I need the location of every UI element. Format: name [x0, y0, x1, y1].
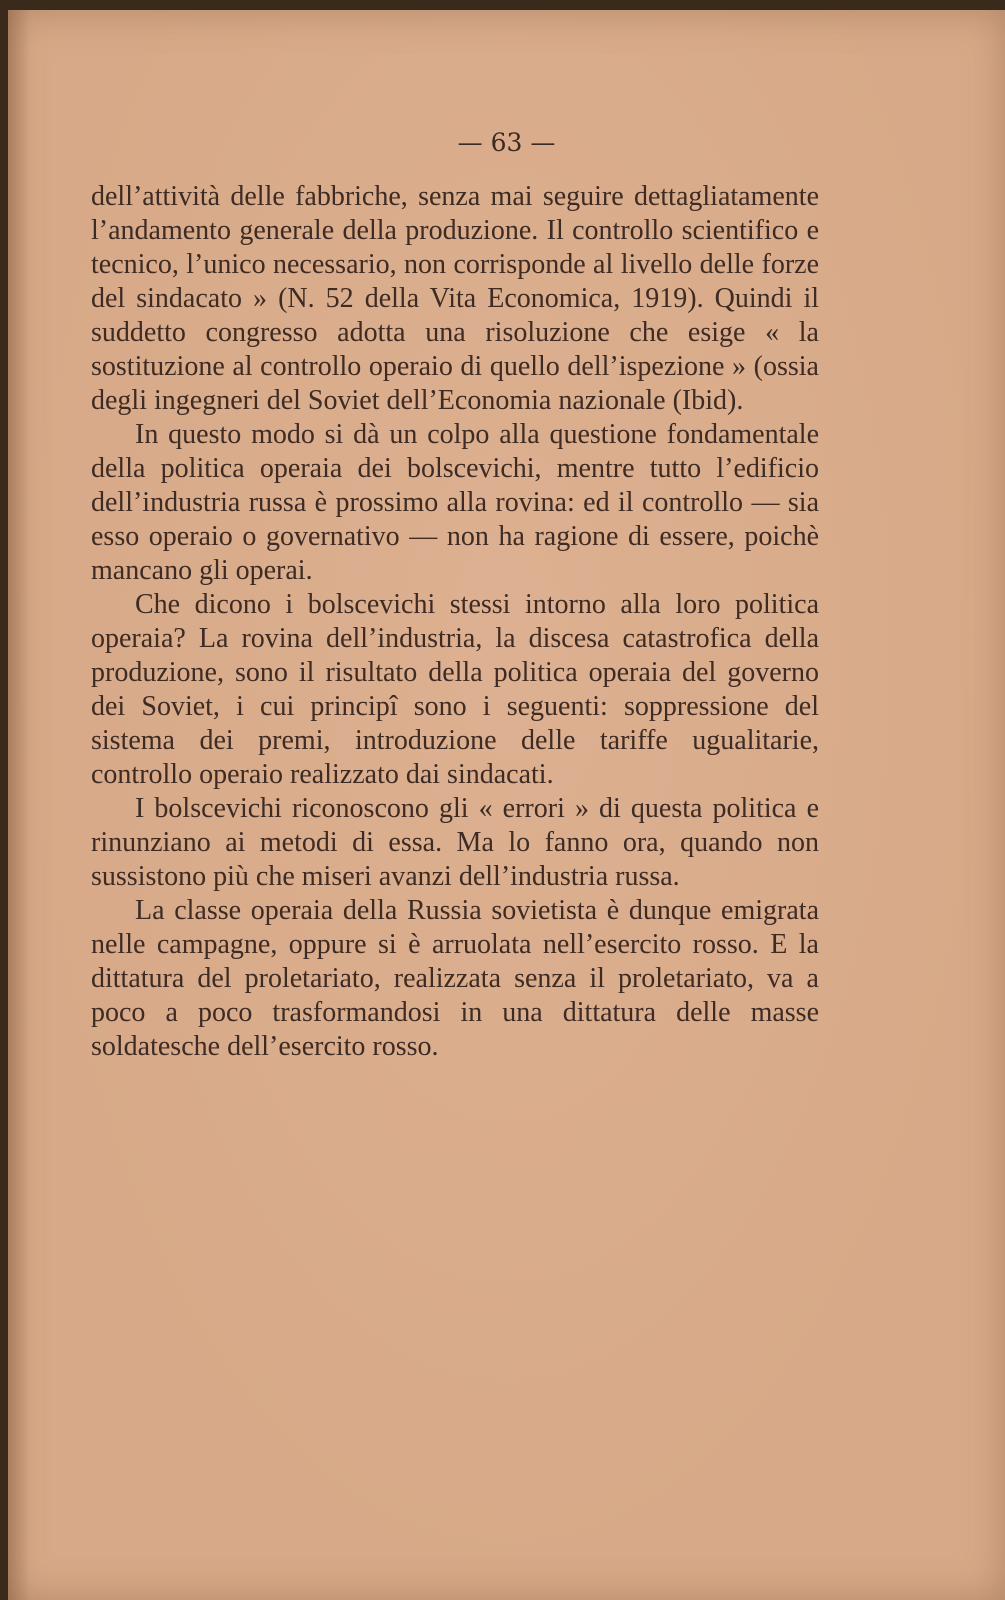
- paragraph-5: La classe operaia della Russia sovietista è dunque emigrata nelle campagne, oppure si è arruolata nell’esercito rosso. E la dittatura del proletariato, realizzata senza il proletariato, va a poco a poco trasformandosi in una dittatura delle masse soldatesche dell’esercito rosso.: [91, 895, 819, 1062]
- book-page: [8, 10, 1005, 1600]
- paragraph-2: In questo modo si dà un colpo alla questione fondamentale della politica operaia dei bolscevichi, mentre tutto l’edificio dell’industria russa è prossimo alla rovina: ed il controllo — sia esso operaio o governativo — non ha ragione di essere, poichè mancano gli operai.: [91, 419, 819, 586]
- paragraph-1: dell’attività delle fabbriche, senza mai seguire dettagliatamente l’andamento generale della produzione. Il controllo scientifico e tecnico, l’unico necessario, non corrisponde al livello delle forze del sindacato » (N. 52 della Vita Economica, 1919). Quindi il suddetto congresso adotta una risoluzione che esige « la sostituzione al controllo operaio di quello dell’ispezione » (ossia degli ingegneri del Soviet dell’Economia nazionale (Ibid).: [91, 181, 819, 416]
- page-number: — 63 —: [457, 128, 556, 157]
- paragraph-4: I bolscevichi riconoscono gli « errori » di questa politica e rinunziano ai metodi di essa. Ma lo fanno ora, quando non sussistono più che miseri avanzi dell’industria russa.: [91, 793, 819, 892]
- body-text: [91, 180, 819, 1064]
- paragraph-3: Che dicono i bolscevichi stessi intorno alla loro politica operaia? La rovina dell’industria, la discesa catastrofica della produzione, sono il risultato della politica operaia del governo dei Soviet, i cui principî sono i seguenti: soppressione del sistema dei premi, introduzione delle tariffe ugualitarie, controllo operaio realizzato dai sindacati.: [91, 589, 819, 790]
